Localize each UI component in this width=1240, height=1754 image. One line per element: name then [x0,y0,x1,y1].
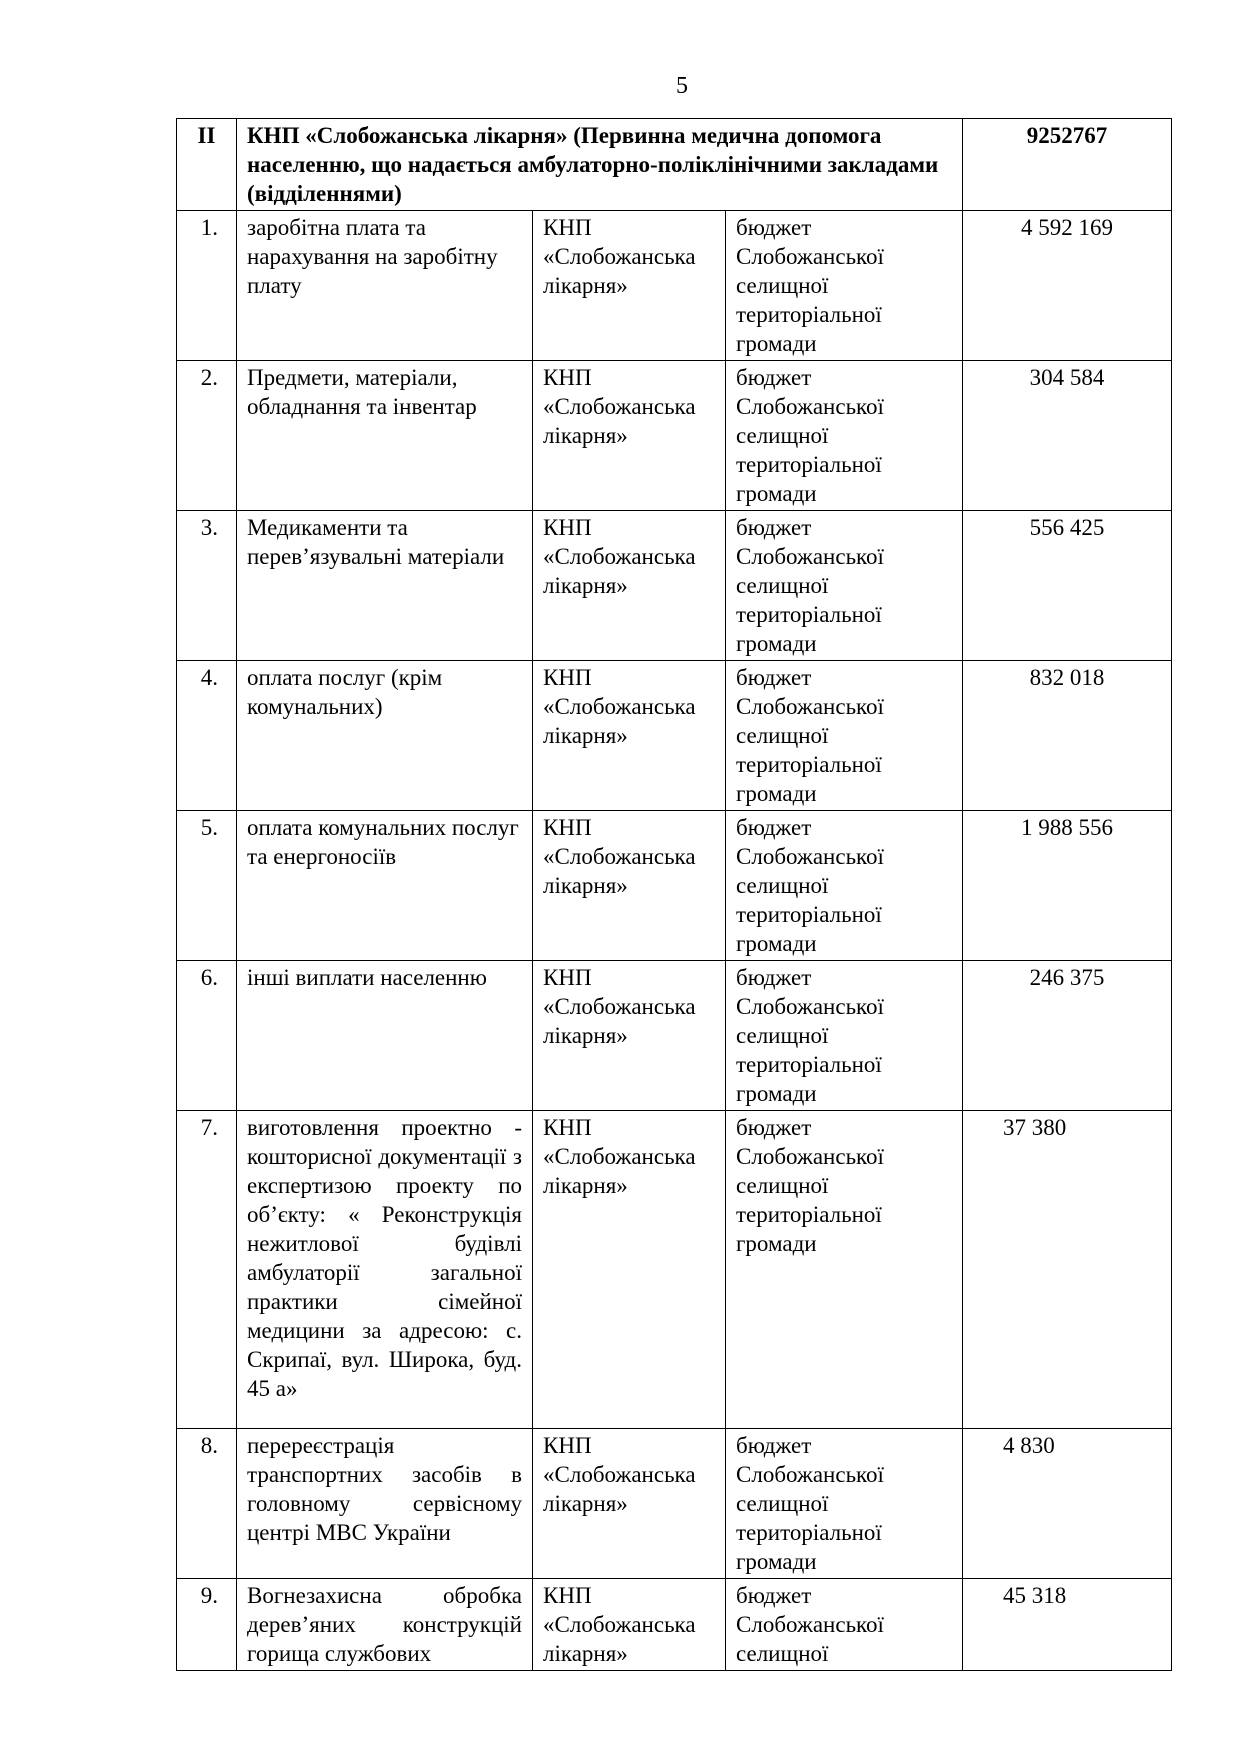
table-row [177,211,1172,361]
amount: 45 318 [963,1579,1172,1671]
page-number: 5 [676,73,688,99]
funding-source: бюджет Слобожанської селищної територіальної громади [726,961,963,1111]
funding-source: бюджет Слобожанської селищної територіальної громади [726,661,963,811]
funding-source: бюджет Слобожанської селищної територіальної громади [726,511,963,661]
expense-item: оплата послуг (крім комунальних) [237,661,533,811]
amount: 832 018 [963,661,1172,811]
executor: КНП «Слобожанська лікарня» [533,1111,726,1429]
expense-item: Вогнезахисна обробка дерев’яних конструкцій горища службових [237,1579,533,1671]
table-row [177,1579,1172,1671]
expense-item: Предмети, матеріали, обладнання та інвентар [237,361,533,511]
section-title: КНП «Слобожанська лікарня» (Первинна медична допомога населенню, що надається амбулаторно-поліклінічними закладами (відділеннями) [237,119,963,211]
row-number: 7. [177,1111,237,1429]
section-total: 9252767 [963,119,1172,211]
executor: КНП «Слобожанська лікарня» [533,961,726,1111]
executor: КНП «Слобожанська лікарня» [533,1429,726,1579]
table-row [177,361,1172,511]
amount: 1 988 556 [963,811,1172,961]
row-number: 1. [177,211,237,361]
row-number: 8. [177,1429,237,1579]
row-number: 2. [177,361,237,511]
table-row [177,961,1172,1111]
expense-item: виготовлення проектно - кошторисної документації з експертизою проекту по об’єкту: « Реконструкція нежитлової будівлі амбулаторії загальної практики сімейної медицини за адресою: с. Скрипаї, вул. Широка, буд. 45 а» [237,1111,533,1429]
amount: 304 584 [963,361,1172,511]
row-number: 6. [177,961,237,1111]
funding-source: бюджет Слобожанської селищної територіальної громади [726,1111,963,1429]
funding-source: бюджет Слобожанської селищної територіальної громади [726,211,963,361]
executor: КНП «Слобожанська лікарня» [533,1579,726,1671]
row-number: 5. [177,811,237,961]
amount: 37 380 [963,1111,1172,1429]
expense-item: Медикаменти та перев’язувальні матеріали [237,511,533,661]
row-number: 9. [177,1579,237,1671]
section-numeral: II [177,119,237,211]
executor: КНП «Слобожанська лікарня» [533,511,726,661]
amount: 4 830 [963,1429,1172,1579]
table-row [177,1111,1172,1429]
table-row [177,1429,1172,1579]
funding-source: бюджет Слобожанської селищної територіальної громади [726,361,963,511]
funding-source: бюджет Слобожанської селищної територіальної громади [726,1429,963,1579]
table-row [177,661,1172,811]
table-row [177,511,1172,661]
section-header-row [177,119,1172,211]
expense-item: оплата комунальних послуг та енергоносіїв [237,811,533,961]
budget-table [176,118,1172,1671]
table-row [177,811,1172,961]
expense-item: заробітна плата та нарахування на заробітну плату [237,211,533,361]
expense-item: інші виплати населенню [237,961,533,1111]
executor: КНП «Слобожанська лікарня» [533,361,726,511]
row-number: 4. [177,661,237,811]
expense-item: перереєстрація транспортних засобів в головному сервісному центрі МВС України [237,1429,533,1579]
amount: 4 592 169 [963,211,1172,361]
funding-source: бюджет Слобожанської селищної [726,1579,963,1671]
executor: КНП «Слобожанська лікарня» [533,661,726,811]
funding-source: бюджет Слобожанської селищної територіальної громади [726,811,963,961]
row-number: 3. [177,511,237,661]
amount: 556 425 [963,511,1172,661]
executor: КНП «Слобожанська лікарня» [533,211,726,361]
amount: 246 375 [963,961,1172,1111]
executor: КНП «Слобожанська лікарня» [533,811,726,961]
